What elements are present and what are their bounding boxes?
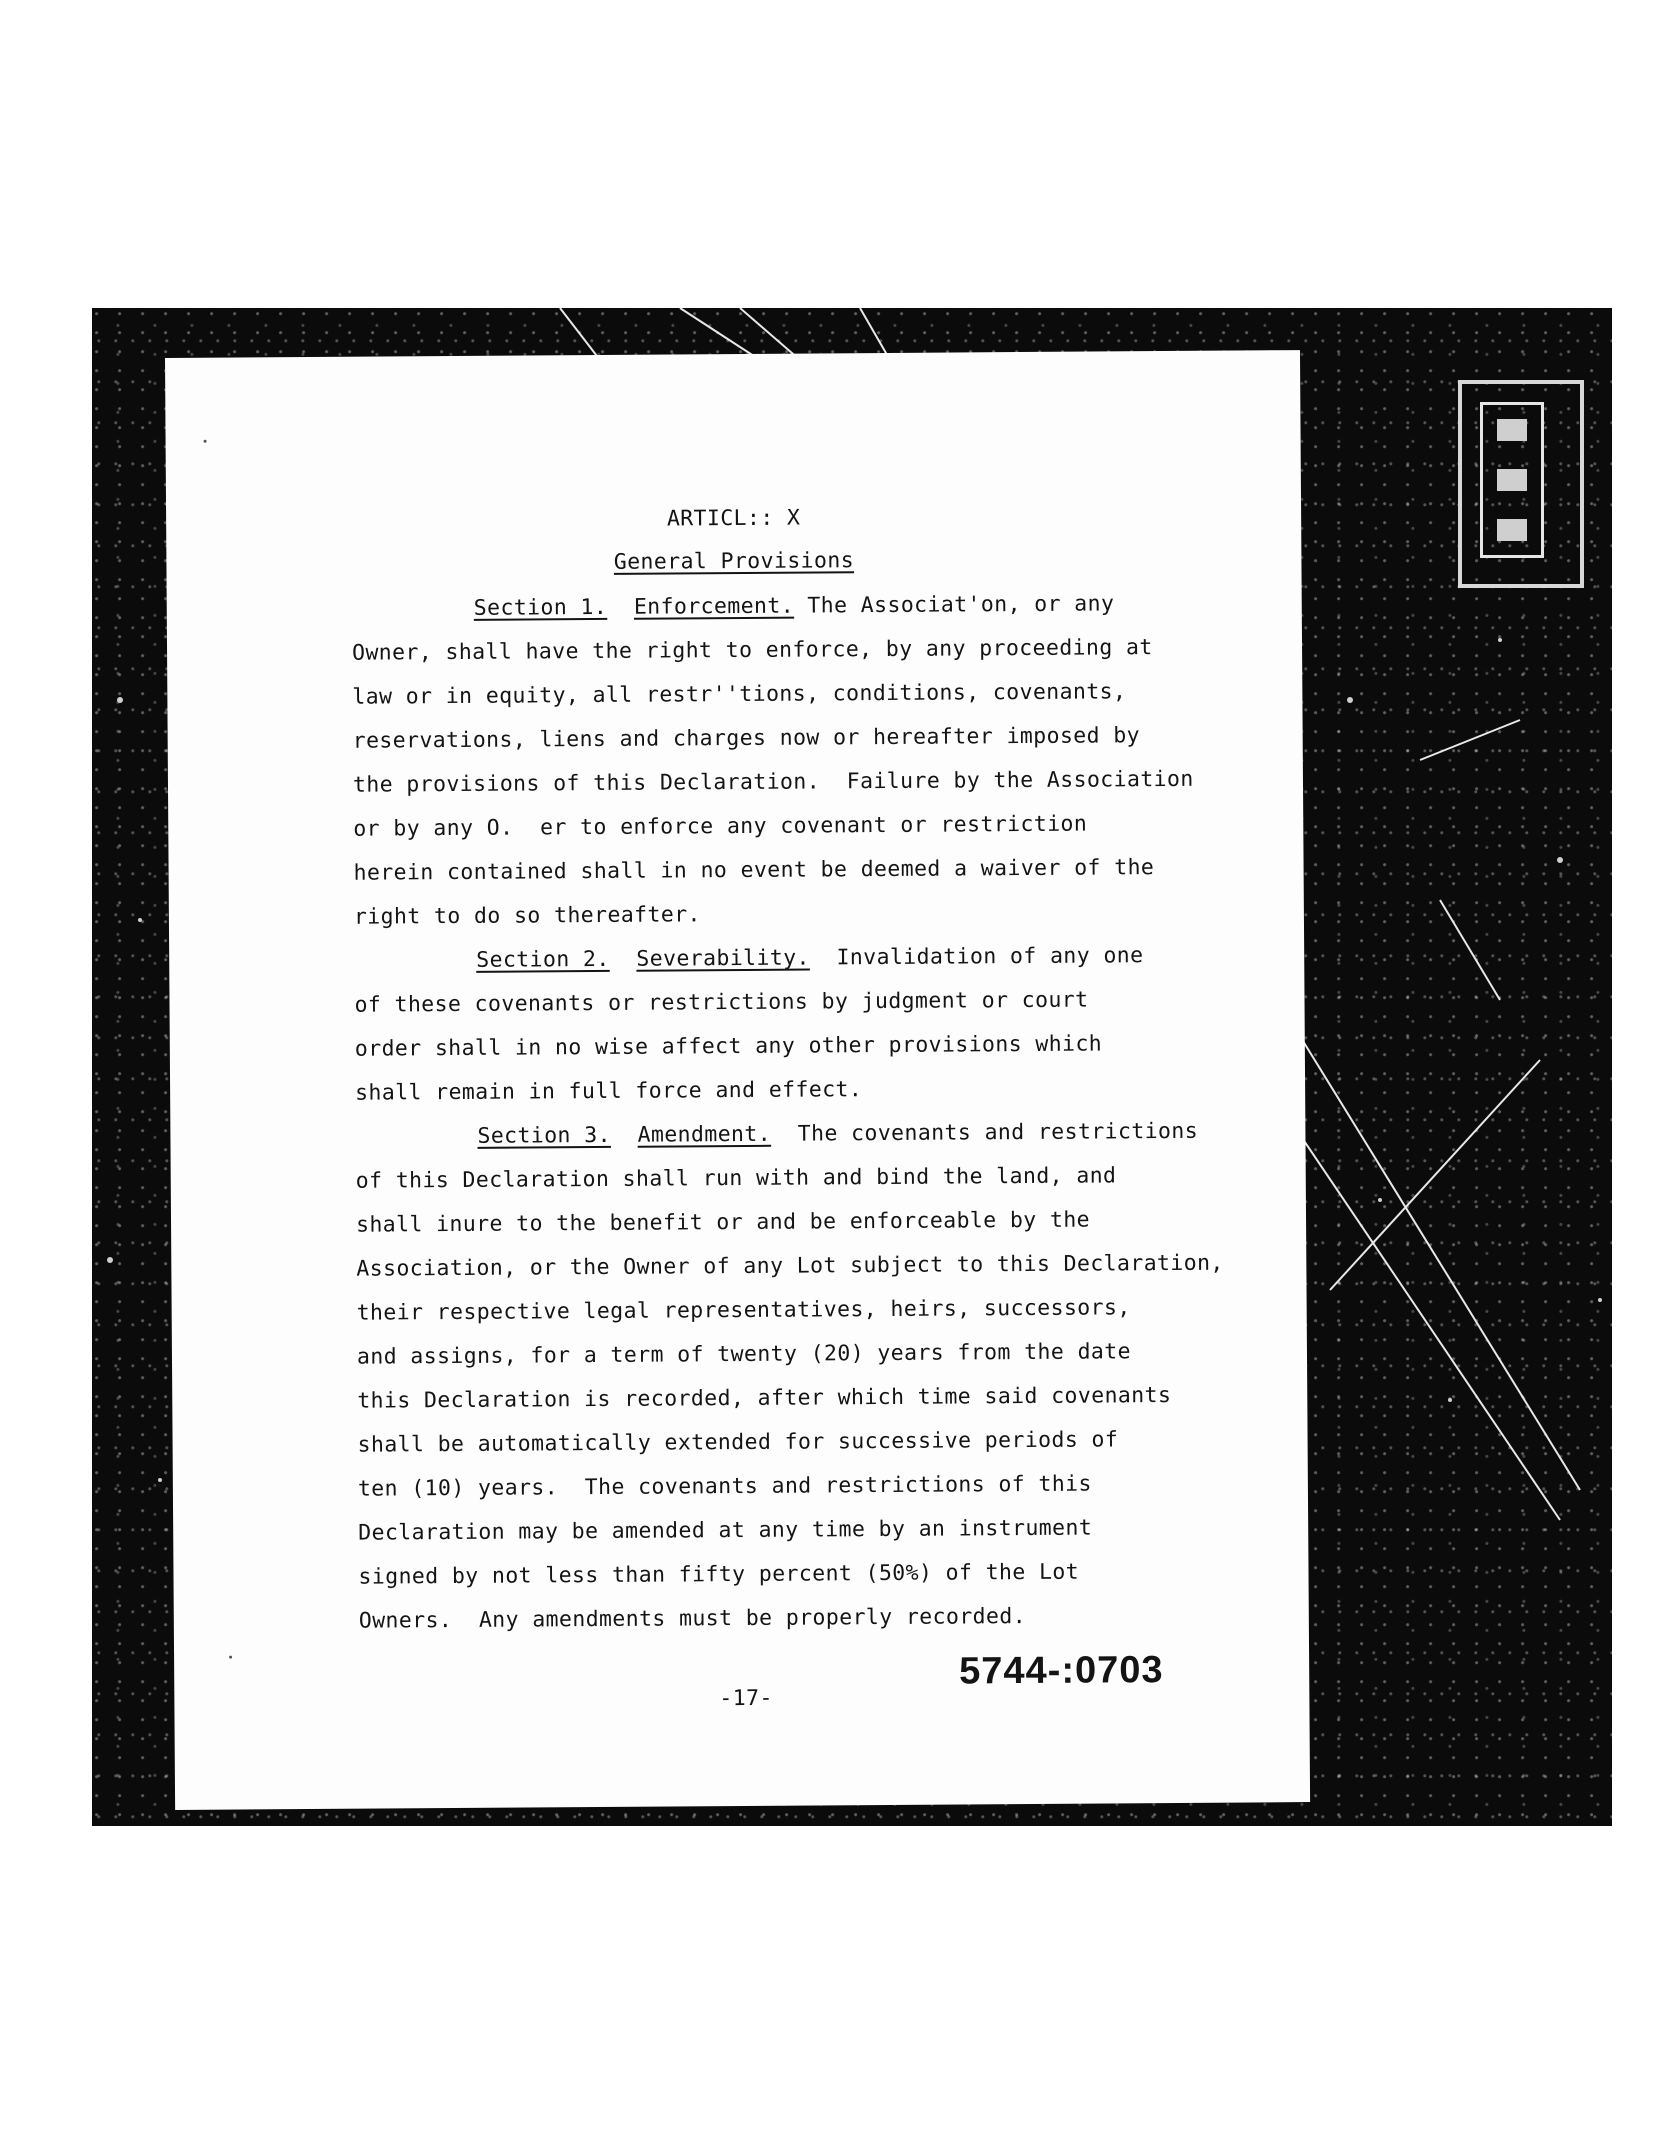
section-1-line: herein contained shall in no event be deemed a waiver of the xyxy=(353,855,1155,886)
article-subheading: General Provisions xyxy=(613,548,855,575)
section-2-lead: Invalidation of any one xyxy=(809,943,1144,971)
section-2-line: order shall in no wise affect any other provisions which xyxy=(354,1031,1103,1062)
section-3-line: and assigns, for a term of twenty (20) years from the date xyxy=(356,1339,1132,1370)
scan-speck xyxy=(229,1656,232,1659)
page-number: -17- xyxy=(719,1685,773,1712)
recording-stamp xyxy=(1458,380,1584,588)
section-1-title: Enforcement. xyxy=(633,593,795,620)
section-3-line: Declaration may be amended at any time by an instrument xyxy=(358,1515,1093,1546)
section-3-title: Amendment. xyxy=(637,1121,772,1148)
document-page xyxy=(165,350,1310,1810)
section-3-heading xyxy=(477,1119,1198,1149)
scan-speck xyxy=(204,440,207,443)
article-heading: ARTICL:: X xyxy=(666,505,801,532)
section-3-line: their respective legal representatives, heirs, successors, xyxy=(356,1295,1131,1326)
section-3-label: Section 3. xyxy=(477,1122,611,1149)
section-3-line: this Declaration is recorded, after which time said covenants xyxy=(357,1383,1172,1414)
section-1-line: reservations, liens and charges now or hereafter imposed by xyxy=(352,723,1141,754)
section-3-line: ten (10) years. The covenants and restrictions of this xyxy=(357,1471,1092,1502)
section-3-line: signed by not less than fifty percent (50%) of the Lot xyxy=(358,1559,1080,1590)
section-3-line: Owners. Any amendments must be properly recorded. xyxy=(358,1604,1027,1634)
section-2-heading xyxy=(476,943,1143,973)
section-3-line: Association, or the Owner of any Lot subject to this Declaration, xyxy=(356,1250,1224,1282)
section-2-line: shall remain in full force and effect. xyxy=(355,1077,863,1106)
section-1-line: law or in equity, all restr''tions, conditions, covenants, xyxy=(352,679,1127,710)
recording-number: 5744-:0703 xyxy=(959,1649,1164,1693)
section-3-line: shall inure to the benefit or and be enforceable by the xyxy=(355,1207,1091,1238)
section-1-lead: The Associat'on, or any xyxy=(793,591,1115,619)
section-1-line: right to do so thereafter. xyxy=(353,902,701,930)
stamp-marks xyxy=(1480,402,1544,558)
section-2-label: Section 2. xyxy=(476,946,610,973)
section-2-line: of these covenants or restrictions by judgment or court xyxy=(354,987,1089,1018)
section-3-line: of this Declaration shall run with and bind the land, and xyxy=(355,1163,1117,1194)
section-1-label: Section 1. xyxy=(473,594,608,621)
section-3-lead: The covenants and restrictions xyxy=(770,1118,1199,1147)
section-1-line: the provisions of this Declaration. Failure by the Association xyxy=(352,766,1194,798)
section-3-line: shall be automatically extended for successive periods of xyxy=(357,1427,1119,1458)
section-1-line: Owner, shall have the right to enforce, by any proceeding at xyxy=(351,635,1153,666)
section-2-title: Severability. xyxy=(636,945,810,972)
section-1-line: or by any O. er to enforce any covenant or restriction xyxy=(353,811,1088,842)
section-1-heading xyxy=(474,591,1115,620)
